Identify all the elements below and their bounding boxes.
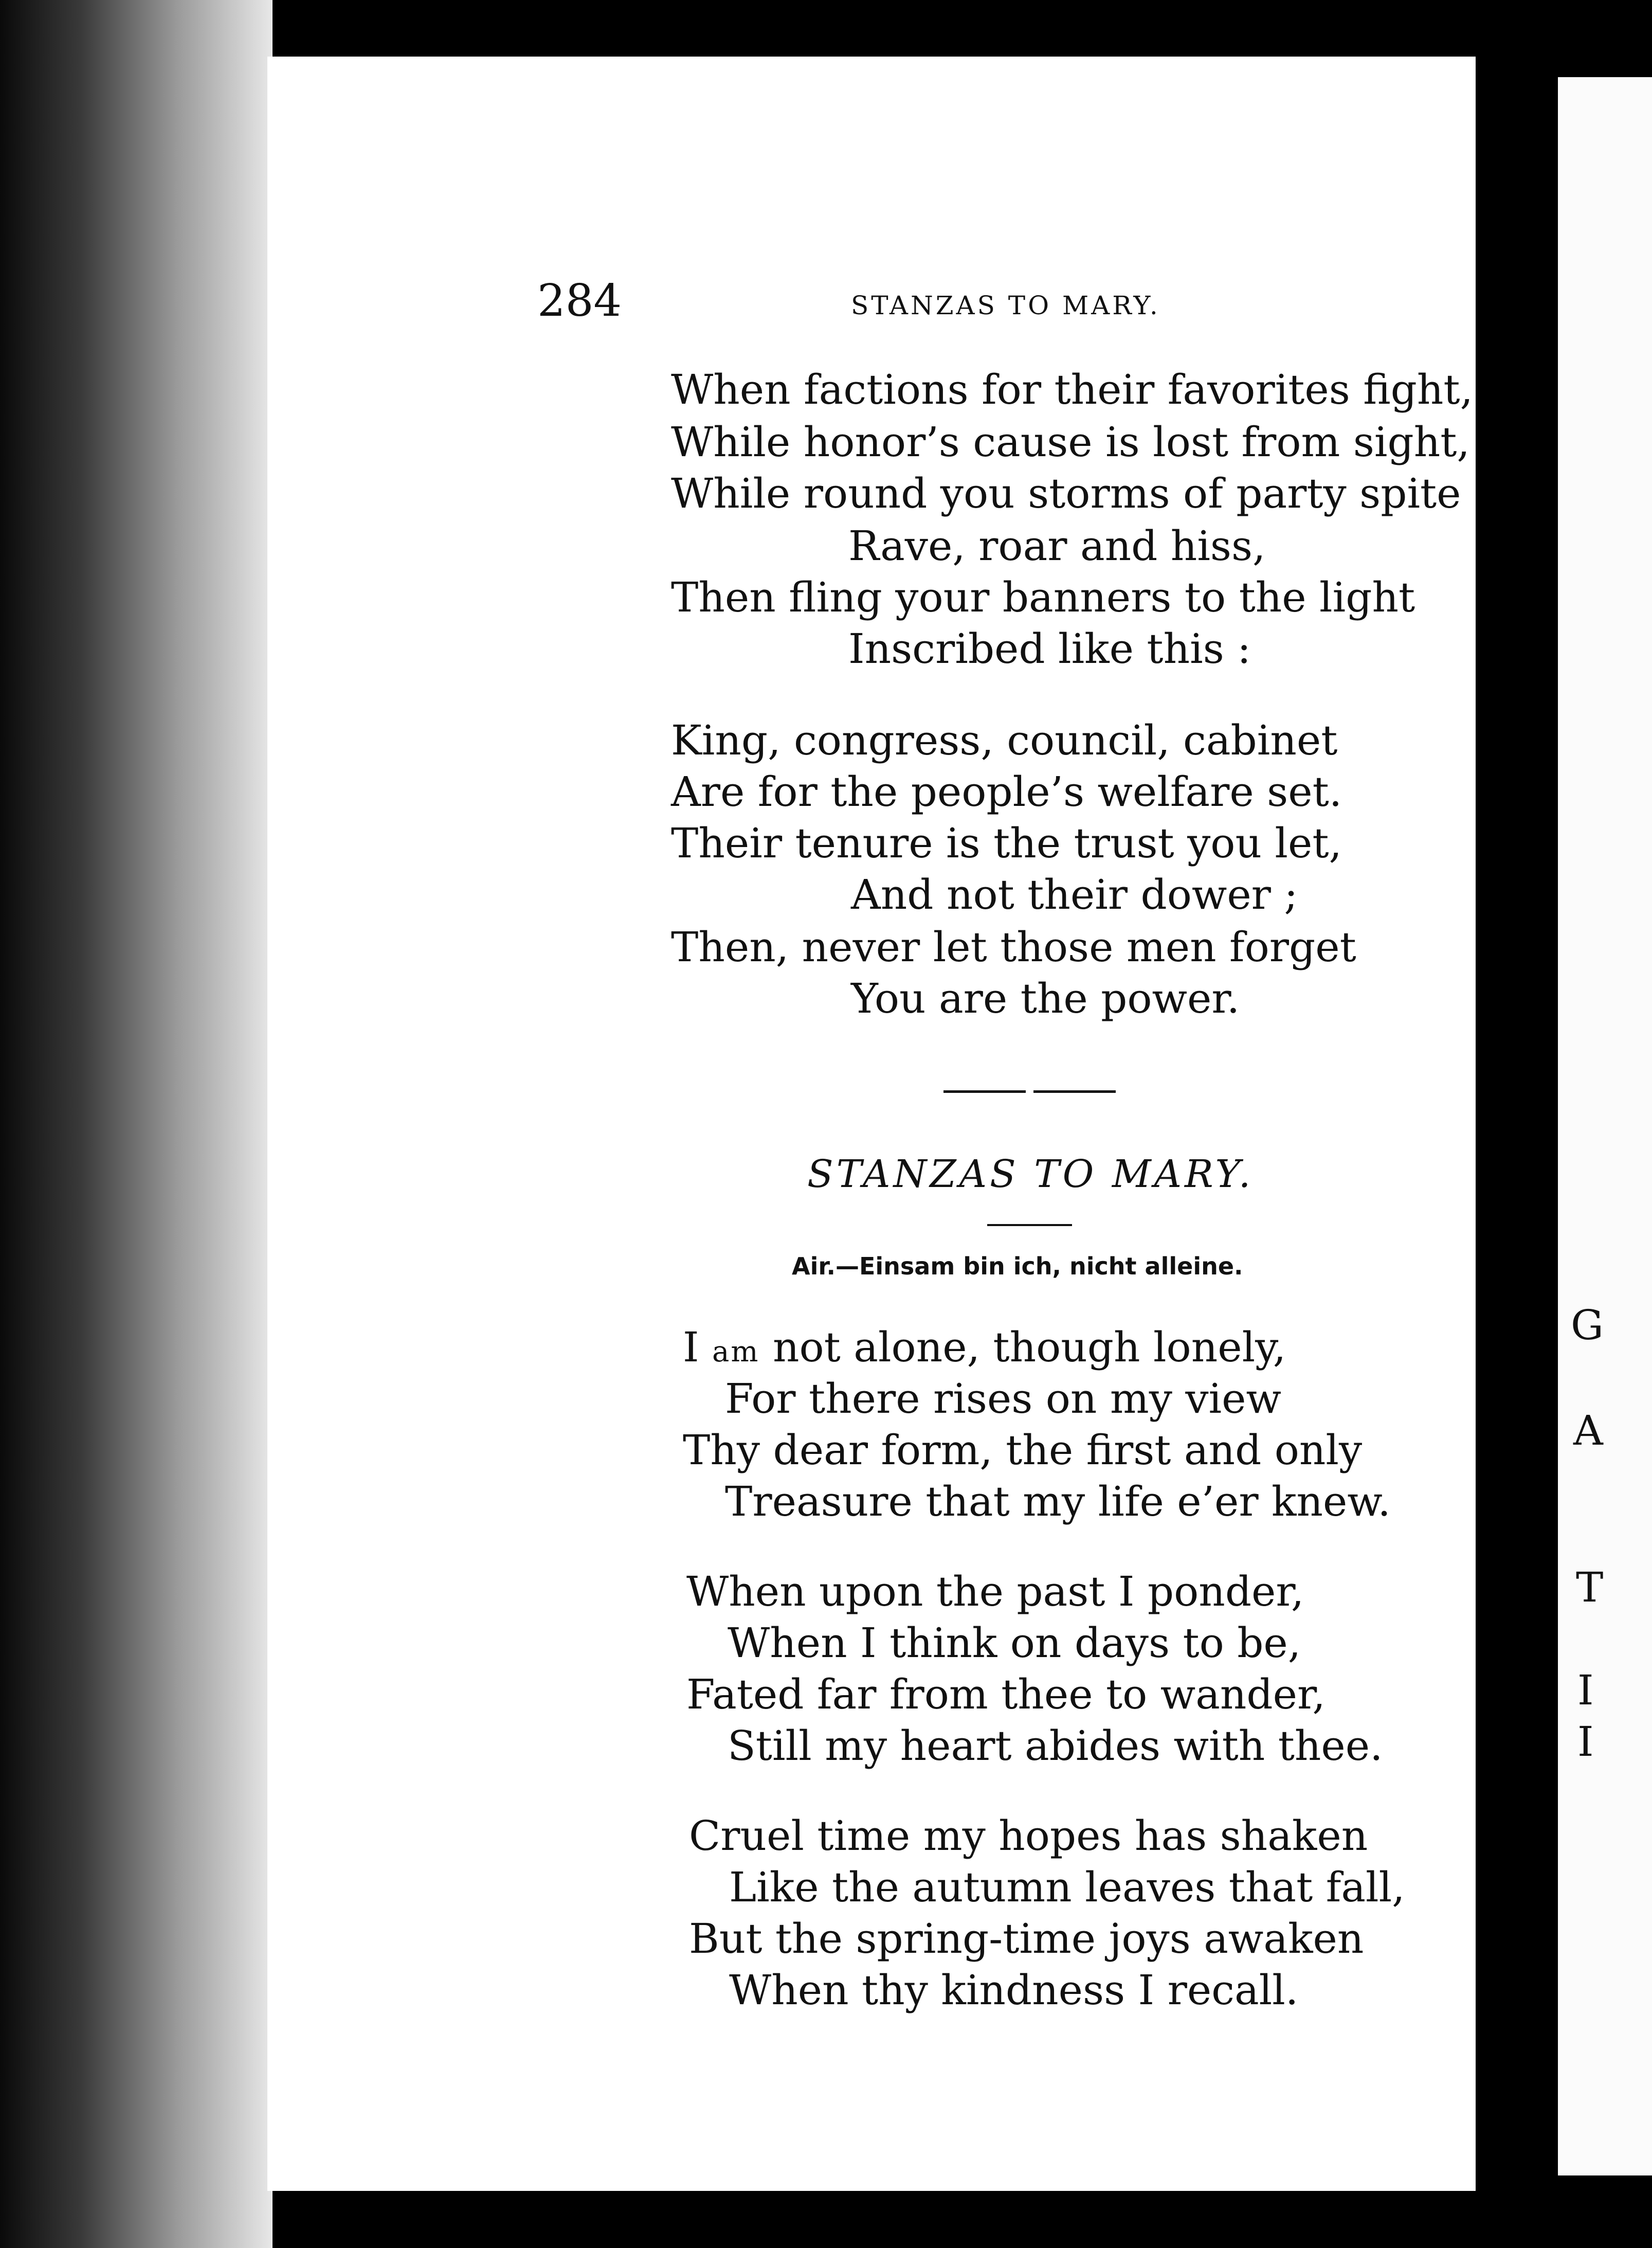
verse-line: Fated far from thee to wander, xyxy=(686,1670,1326,1718)
first-word-small-caps: am xyxy=(712,1335,760,1369)
adjacent-page-letter: I xyxy=(1577,1718,1594,1766)
verse-line: Like the autumn leaves that fall, xyxy=(729,1863,1405,1911)
section-divider-right xyxy=(1033,1090,1116,1093)
running-title: STANZAS TO MARY. xyxy=(851,291,1160,320)
adjacent-page-letter: G xyxy=(1571,1301,1604,1349)
verse-line: When I think on days to be, xyxy=(728,1619,1301,1667)
verse-line: Their tenure is the trust you let, xyxy=(671,819,1342,867)
first-line-rest: not alone, though lonely, xyxy=(772,1323,1286,1371)
verse-line: Treasure that my life e’er knew. xyxy=(725,1478,1391,1525)
adjacent-page-letter: T xyxy=(1576,1563,1604,1611)
section-divider-left xyxy=(943,1090,1026,1093)
verse-line: Thy dear form, the first and only xyxy=(683,1426,1363,1474)
adjacent-page-edge xyxy=(1558,77,1652,2175)
first-word: I xyxy=(683,1323,699,1371)
verse-line: For there rises on my view xyxy=(725,1375,1281,1423)
verse-line: When thy kindness I recall. xyxy=(729,1966,1299,2014)
verse-line: But the spring-time joys awaken xyxy=(689,1915,1364,1963)
verse-line: While honor’s cause is lost from sight, xyxy=(671,418,1470,466)
verse-line: And not their dower ; xyxy=(851,871,1298,919)
verse-line: Rave, roar and hiss, xyxy=(848,522,1266,570)
verse-line: Then, never let those men forget xyxy=(671,923,1356,971)
verse-line: While round you storms of party spite xyxy=(671,470,1461,517)
verse-line: Are for the people’s welfare set. xyxy=(671,768,1342,816)
adjacent-page-letter: I xyxy=(1577,1666,1594,1714)
page-number: 284 xyxy=(537,275,622,327)
verse-line: Inscribed like this : xyxy=(848,625,1251,673)
verse-line: You are the power. xyxy=(851,975,1240,1022)
adjacent-page-letter: A xyxy=(1573,1407,1603,1454)
verse-line-first xyxy=(683,1323,1286,1371)
verse-line: Still my heart abides with thee. xyxy=(728,1722,1383,1770)
verse-line: Then fling your banners to the light xyxy=(671,573,1415,621)
verse-line: When factions for their favorites fight, xyxy=(671,366,1473,413)
poem-title: STANZAS TO MARY. xyxy=(807,1152,1254,1196)
title-underrule xyxy=(987,1224,1072,1226)
page-gutter-shadow xyxy=(0,0,273,2248)
verse-line: King, congress, council, cabinet xyxy=(671,716,1338,764)
air-note: Air.—Einsam bin ich, nicht alleine. xyxy=(792,1252,1243,1280)
verse-line: Cruel time my hopes has shaken xyxy=(689,1812,1368,1860)
verse-line: When upon the past I ponder, xyxy=(686,1568,1304,1615)
